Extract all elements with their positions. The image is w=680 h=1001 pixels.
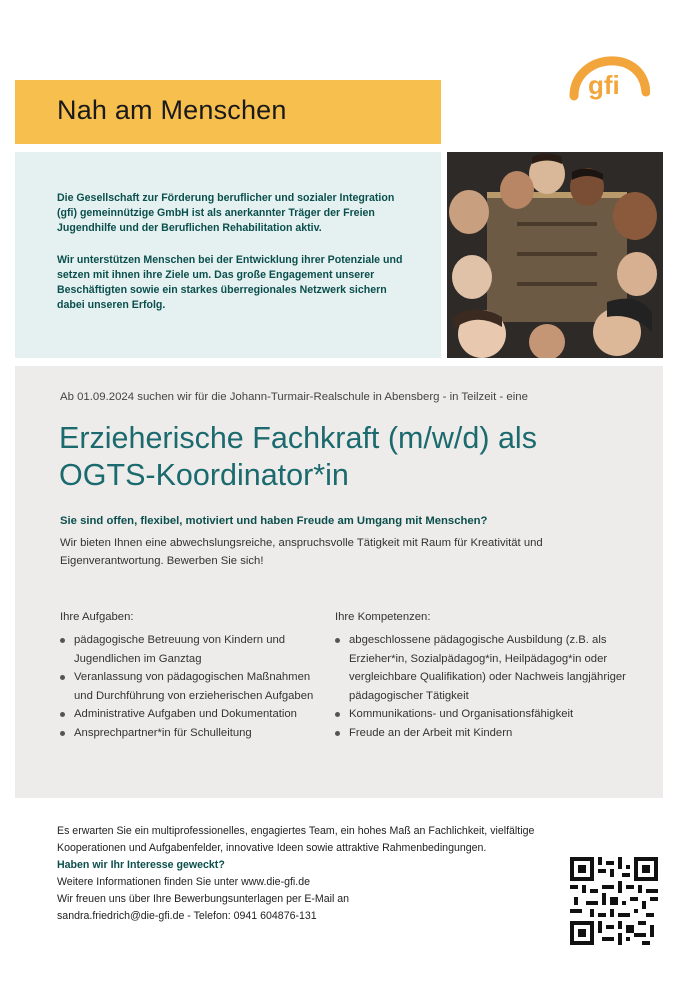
footer [57,823,557,925]
job-title [59,420,659,494]
list-item: Administrative Aufgaben und Dokumentation [60,705,330,724]
intro-paragraph-2: Wir unterstützen Menschen bei der Entwicklung ihrer Potenziale und setzen mit ihnen ihre Ziele um. Das große Engagement unserer Beschäftigten sowie ein starkes überregionales Netzwerk sichern dabei unseren Erfolg. [57,254,403,311]
intro-box [15,152,441,358]
list-item: Kommunikations- und Organisationsfähigkeit [335,705,635,724]
bullet-icon [335,638,340,643]
group-photo-icon [447,152,663,358]
bullet-icon [60,675,65,680]
tasks-list [60,631,330,743]
job-tagline: Sie sind offen, flexibel, motiviert und haben Freude am Umgang mit Menschen? [60,515,488,527]
job-title-line-1: Erzieherische Fachkraft (m/w/d) als [59,421,537,455]
list-item: Freude an der Arbeit mit Kindern [335,724,635,743]
bullet-icon [60,638,65,643]
intro-paragraph-1: Die Gesellschaft zur Förderung beruflicher und sozialer Integration (gfi) gemeinnützige GmbH ist als anerkannter Träger der Freien Jugendhilfe und der Beruflichen Rehabilitation aktiv. [57,192,395,234]
bullet-icon [335,731,340,736]
job-lead: Ab 01.09.2024 suchen wir für die Johann-Turmair-Realschule in Abensberg - in Teilzeit - eine [60,391,528,403]
tasks-heading: Ihre Aufgaben: [60,611,134,623]
footer-expect: Es erwarten Sie ein multiprofessionelles, engagiertes Team, ein hohes Maß an Fachlichkeit, vielfältige Kooperationen und Aufgabenfelder, innovative Ideen sowie attraktive Rahmenbedingungen. [57,825,535,854]
bullet-icon [60,731,65,736]
header-band [15,80,441,144]
qr-code-icon[interactable] [570,857,658,945]
job-offer: Wir bieten Ihnen eine abwechslungsreiche, anspruchsvolle Tätigkeit mit Raum für Kreativität und Eigenverantwortung. Bewerben Sie sich! [60,537,543,567]
skills-heading: Ihre Kompetenzen: [335,611,431,623]
footer-contact[interactable]: sandra.friedrich@die-gfi.de - Telefon: 0941 604876-131 [57,910,317,922]
footer-apply: Wir freuen uns über Ihre Bewerbungsunterlagen per E-Mail an [57,893,350,905]
bullet-icon [335,712,340,717]
bullet-icon [60,712,65,717]
job-box [15,366,663,798]
job-title-line-2: OGTS-Koordinator*in [59,458,349,492]
gfi-logo [566,36,650,102]
skills-list [335,631,635,743]
footer-question: Haben wir Ihr Interesse geweckt? [57,859,225,871]
page-title: Nah am Menschen [57,95,287,125]
list-item: pädagogische Betreuung von Kindern und Jugendlichen im Ganztag [60,631,330,668]
logo-text: gfi [588,70,620,100]
list-item: Veranlassung von pädagogischen Maßnahmen und Durchführung von erzieherischen Aufgaben [60,668,330,705]
footer-more-info[interactable]: Weitere Informationen finden Sie unter www.die-gfi.de [57,876,311,888]
list-item: abgeschlossene pädagogische Ausbildung (z.B. als Erzieher*in, Sozialpädagog*in, Heilpädagog*in oder vergleichbare Qualifikation) oder Nachweis langjähriger pädagogischer Tätigkeit [335,631,635,705]
list-item: Ansprechpartner*in für Schulleitung [60,724,330,743]
